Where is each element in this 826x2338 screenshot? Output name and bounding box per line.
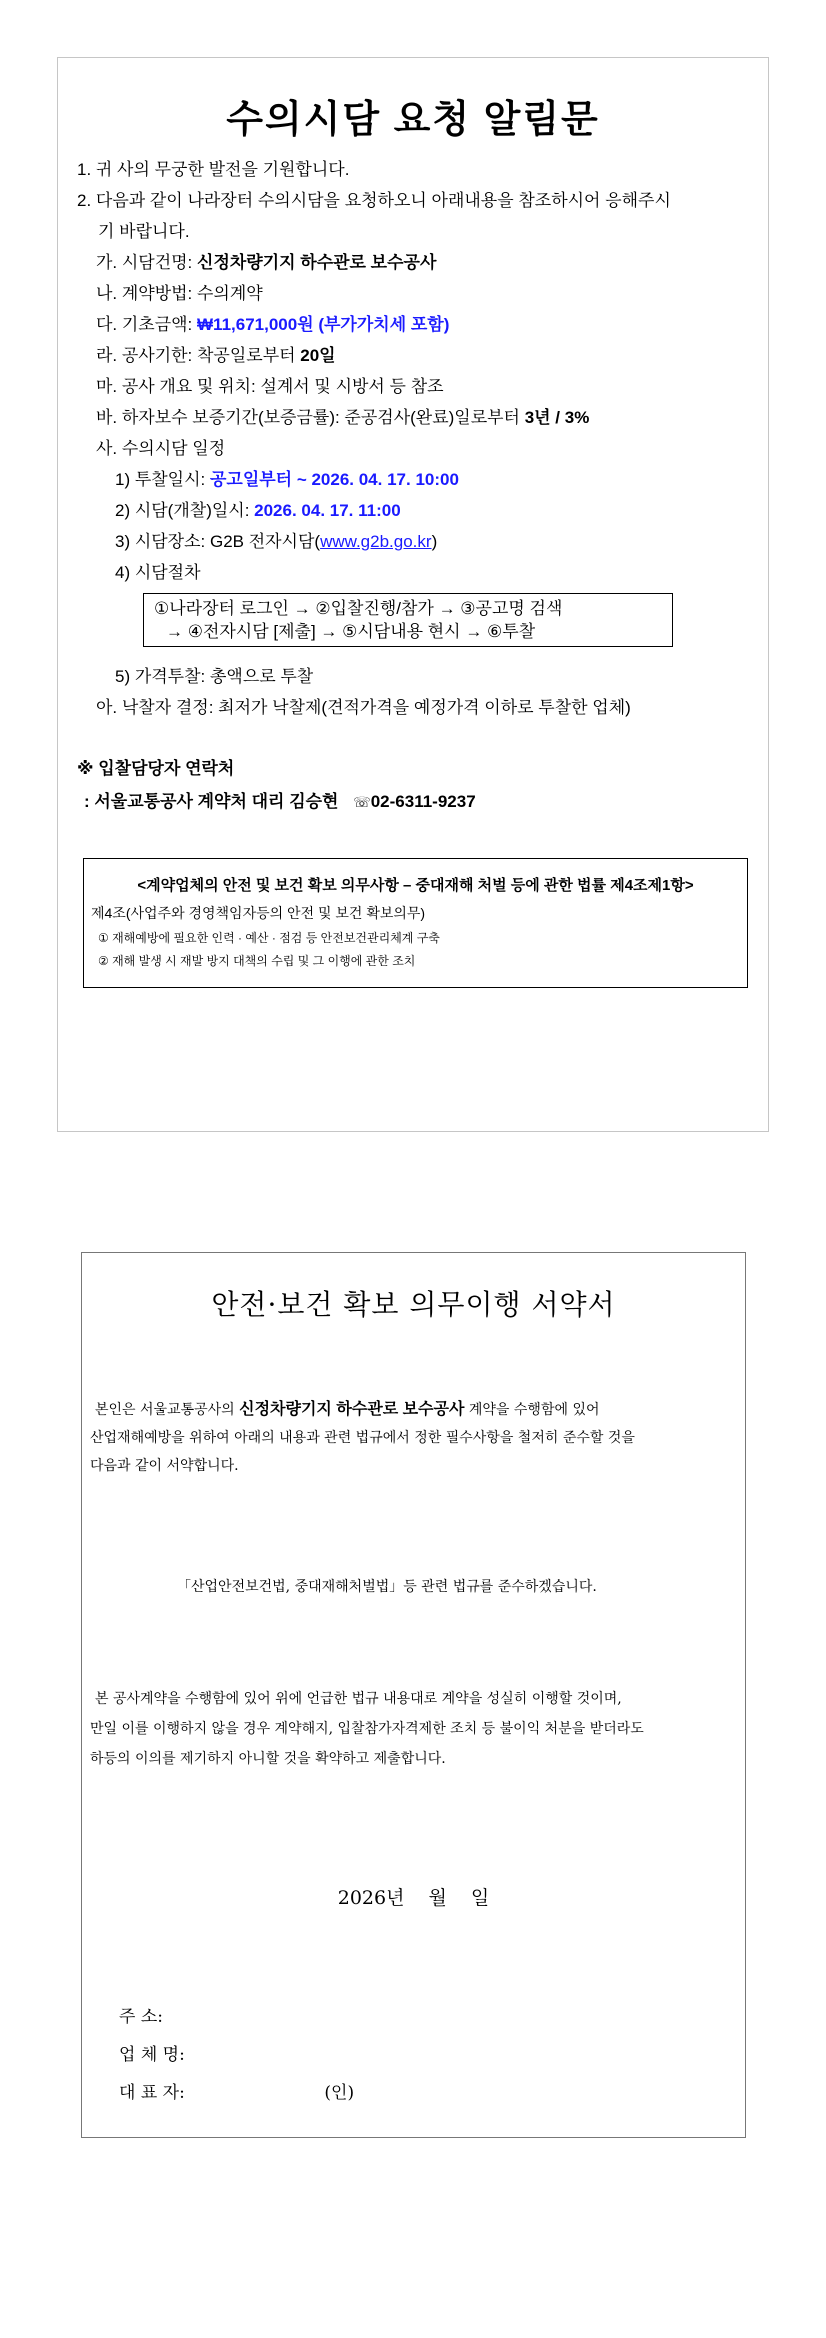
open-date-line — [115, 500, 401, 522]
contract-method: 나. 계약방법: 수의계약 — [96, 284, 263, 303]
place-line — [115, 531, 437, 553]
law-item-1: ① 재해예방에 필요한 인력 · 예산 · 점검 등 안전보건관리체계 구축 — [98, 931, 440, 945]
notice-item-2-cont: 기 바랍니다. — [98, 222, 190, 241]
winner-line: 아. 낙찰자 결정: 최저가 낙찰제(견적가격을 예정가격 이하로 투찰한 업체) — [96, 698, 631, 717]
seal-mark: (인) — [324, 2083, 355, 2103]
warranty-label: 바. 하자보수 보증기간(보증금률): 준공검사(완료)일로부터 — [96, 408, 525, 427]
law-box — [83, 858, 748, 988]
contact-heading: ※ 입찰담당자 연락처 — [77, 759, 235, 778]
law-subtitle: 제4조(사업주와 경영책임자등의 안전 및 보건 확보의무) — [91, 905, 426, 921]
place-suffix: ) — [431, 532, 438, 551]
base-amount-line — [96, 314, 449, 336]
base-amount-value: ₩11,671,000원 (부가가치세 포함) — [197, 315, 450, 334]
period-value: 20일 — [300, 346, 336, 365]
pledge-date: 2026년 월 일 — [337, 1887, 490, 1909]
company-label: 업 체 명: — [119, 2045, 185, 2065]
bid-date-line — [115, 469, 459, 491]
open-date-value: 2026. 04. 17. 11:00 — [254, 501, 401, 520]
pledge-para2-line2: 만일 이를 이행하지 않을 경우 계약해지, 입찰참가자격제한 조치 등 불이익 처분을 받더라도 — [90, 1721, 644, 1737]
schedule-heading: 사. 수의시담 일정 — [96, 439, 226, 458]
base-amount-label: 다. 기초금액: — [96, 315, 198, 334]
representative-label: 대 표 자: — [119, 2083, 185, 2103]
pledge-law-compliance: 「산업안전보건법, 중대재해처벌법」등 관련 법규를 준수하겠습니다. — [177, 1579, 597, 1595]
pledge-page — [81, 1252, 746, 2138]
bid-date-label: 1) 투찰일시: — [115, 470, 210, 489]
warranty-value: 3년 / 3% — [524, 408, 590, 427]
subject-line — [96, 252, 436, 274]
pledge-para1-suffix: 계약을 수행함에 있어 — [464, 1402, 600, 1418]
period-line — [96, 345, 336, 367]
procedure-line-2: → ④전자시담 [제출] → ⑤시담내용 현시 → ⑥투찰 — [166, 622, 536, 641]
subject-label: 가. 시담건명: — [96, 253, 198, 272]
notice-page — [57, 57, 769, 1132]
contact-phone: 02-6311-9237 — [370, 792, 476, 811]
pledge-para1-line1 — [95, 1396, 600, 1424]
law-item-2: ② 재해 발생 시 재발 방지 대책의 수립 및 그 이행에 관한 조치 — [98, 954, 416, 968]
contact-person: : 서울교통공사 계약처 대리 김승현 — [84, 792, 339, 811]
pledge-para2-line3: 하등의 이의를 제기하지 아니할 것을 확약하고 제출합니다. — [90, 1751, 446, 1767]
period-label: 라. 공사기한: 착공일로부터 — [96, 346, 301, 365]
address-field — [119, 2002, 209, 2027]
overview-line: 마. 공사 개요 및 위치: 설계서 및 시방서 등 참조 — [96, 377, 444, 396]
procedure-line-1: ①나라장터 로그인 → ②입찰진행/참가 → ③공고명 검색 — [154, 599, 563, 618]
bid-date-value: 공고일부터 ~ 2026. 04. 17. 10:00 — [209, 470, 459, 489]
representative-field — [119, 2078, 354, 2103]
subject-value: 신정차량기지 하수관로 보수공사 — [197, 253, 437, 272]
pledge-project-name: 신정차량기지 하수관로 보수공사 — [239, 1401, 465, 1418]
notice-title: 수의시담 요청 알림문 — [226, 99, 600, 141]
notice-item-1: 1. 귀 사의 무궁한 발전을 기원합니다. — [77, 160, 350, 179]
company-field — [119, 2040, 209, 2065]
pledge-title: 안전·보건 확보 의무이행 서약서 — [211, 1288, 616, 1321]
law-title: <계약업체의 안전 및 보건 확보 의무사항 – 중대재해 처벌 등에 관한 법률 제4조제1항> — [137, 877, 694, 894]
phone-icon: ☏ — [353, 794, 371, 810]
pledge-para2-line1: 본 공사계약을 수행함에 있어 위에 언급한 법규 내용대로 계약을 성실히 이행할 것이며, — [95, 1691, 622, 1707]
place-label: 3) 시담장소: G2B 전자시담( — [115, 532, 321, 551]
notice-item-2: 2. 다음과 같이 나라장터 수의시담을 요청하오니 아래내용을 참조하시어 응해주시 — [77, 191, 671, 210]
procedure-heading: 4) 시담절차 — [115, 563, 201, 582]
price-bid-line: 5) 가격투찰: 총액으로 투찰 — [115, 667, 314, 686]
pledge-para1-prefix: 본인은 서울교통공사의 — [95, 1402, 240, 1418]
g2b-link[interactable]: www.g2b.go.kr — [320, 532, 432, 551]
contact-line — [84, 791, 476, 813]
warranty-line — [96, 407, 589, 429]
pledge-para1-line3: 다음과 같이 서약합니다. — [90, 1458, 239, 1474]
open-date-label: 2) 시담(개찰)일시: — [115, 501, 255, 520]
address-label: 주 소: — [119, 2007, 163, 2027]
pledge-para1-line2: 산업재해예방을 위하여 아래의 내용과 관련 법규에서 정한 필수사항을 철저히 준수할 것을 — [90, 1430, 635, 1446]
procedure-box — [143, 593, 673, 647]
